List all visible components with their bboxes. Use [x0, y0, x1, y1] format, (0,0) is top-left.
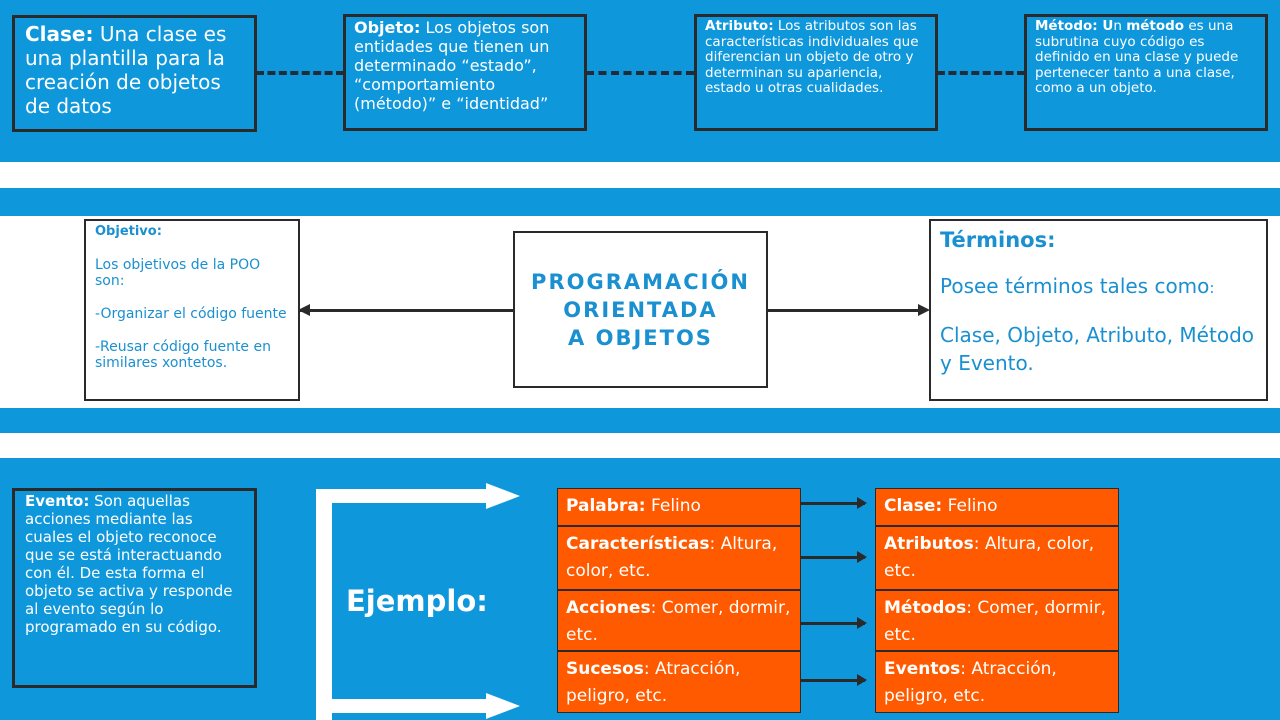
terminos-box: [929, 219, 1268, 401]
right-cell-key: Atributos: [884, 534, 974, 554]
left-cell-value: : Comer, dormir, etc.: [566, 598, 791, 645]
clase-term: Clase:: [25, 22, 94, 46]
objetivo-line: Los objetivos de la POO son:: [95, 257, 261, 289]
left-cell-value: : Atracción, peligro, etc.: [566, 659, 741, 706]
lower-stripe: [0, 408, 1280, 433]
dashed-connector: [937, 71, 1025, 75]
arrow-head-left: [298, 304, 310, 316]
terminos-line2: Clase, Objeto, Atributo, Método y Evento.: [940, 323, 1254, 375]
left-cell-value: : Altura, color, etc.: [566, 534, 778, 581]
right-cell-key: Eventos: [884, 659, 961, 679]
atributo-term: Atributo:: [705, 18, 774, 34]
poo-center-box: [513, 231, 768, 388]
right-cell-value: Felino: [942, 496, 998, 516]
right-table-cell: [875, 590, 1119, 651]
bracket-vertical: [316, 489, 332, 720]
evento-text: Son aquellas acciones mediante las cuales el objeto reconoce que se está interactuando con él. De esta forma el objeto se activa y responde al evento según lo programado en su código.: [25, 492, 233, 636]
right-cell-value: : Altura, color, etc.: [884, 534, 1095, 581]
arrow-to-objetivo: [300, 309, 513, 312]
arrow-to-terminos: [768, 309, 920, 312]
terminos-line1: [940, 273, 1257, 301]
center-title-line: ORIENTADA: [563, 297, 718, 322]
left-cell-key: Sucesos: [566, 659, 644, 679]
metodo-term2: método: [1126, 18, 1185, 34]
metodo-box: [1024, 14, 1268, 131]
terminos-line1-text: Posee términos tales como: [940, 274, 1210, 298]
bracket-arrow-bottom: [316, 699, 488, 713]
dashed-connector: [256, 71, 344, 75]
terminos-line1-colon: :: [1209, 279, 1215, 297]
mapping-arrow: [801, 556, 865, 559]
objetivo-box: [84, 219, 300, 401]
clase-box: [12, 15, 257, 132]
ejemplo-label: Ejemplo:: [346, 584, 488, 618]
objeto-term: Objeto:: [354, 18, 421, 37]
right-cell-key: Clase:: [884, 496, 943, 516]
dashed-connector: [586, 71, 694, 75]
left-cell-key: Características: [566, 534, 710, 554]
metodo-text-n: n: [1113, 18, 1127, 34]
left-cell-value: Felino: [645, 496, 701, 516]
left-cell-key: Acciones: [566, 598, 651, 618]
right-cell-value: : Atracción, peligro, etc.: [884, 659, 1057, 706]
evento-term: Evento:: [25, 492, 90, 510]
metodo-term: Método: U: [1035, 18, 1114, 34]
center-title-line: A OBJETOS: [568, 325, 713, 350]
bracket-arrow-top: [316, 489, 488, 503]
left-table-cell: [557, 526, 801, 590]
left-cell-key: Palabra:: [566, 496, 646, 516]
atributo-text: Los atributos son las características individuales que diferencian un objeto de otro y determinan su apariencia, estado u otras cualidades.: [705, 18, 919, 96]
mapping-arrow: [801, 502, 865, 505]
objetivo-title: Objetivo:: [95, 224, 162, 239]
objeto-box: [343, 14, 587, 131]
left-table-cell: [557, 590, 801, 651]
objetivo-line: -Reusar código fuente en similares xontetos.: [95, 339, 271, 371]
clase-text: Una clase es una plantilla para la creación de objetos de datos: [25, 22, 227, 118]
mapping-arrow: [801, 679, 865, 682]
atributo-box: [694, 14, 938, 131]
mapping-arrow: [801, 622, 865, 625]
left-table-cell: [557, 651, 801, 713]
bracket-arrowhead-bottom: [486, 693, 520, 719]
terminos-title: Términos:: [940, 228, 1056, 252]
left-table-cell: [557, 488, 801, 526]
right-cell-key: Métodos: [884, 598, 967, 618]
objetivo-line: -Organizar el código fuente: [95, 306, 287, 322]
center-title-line: PROGRAMACIÓN: [531, 269, 750, 294]
objeto-text: Los objetos son entidades que tienen un determinado “estado”, “comportamiento (método)” e “identidad”: [354, 18, 550, 113]
metodo-text: es una subrutina cuyo código es definido en una clase y puede pertenecer tanto a una clase, como a un objeto.: [1035, 18, 1239, 96]
middle-stripe: [0, 188, 1280, 216]
bracket-arrowhead-top: [486, 483, 520, 509]
right-table-cell: [875, 488, 1119, 526]
evento-box: [12, 488, 257, 688]
right-cell-value: : Comer, dormir, etc.: [884, 598, 1107, 645]
right-table-cell: [875, 651, 1119, 713]
right-table-cell: [875, 526, 1119, 590]
